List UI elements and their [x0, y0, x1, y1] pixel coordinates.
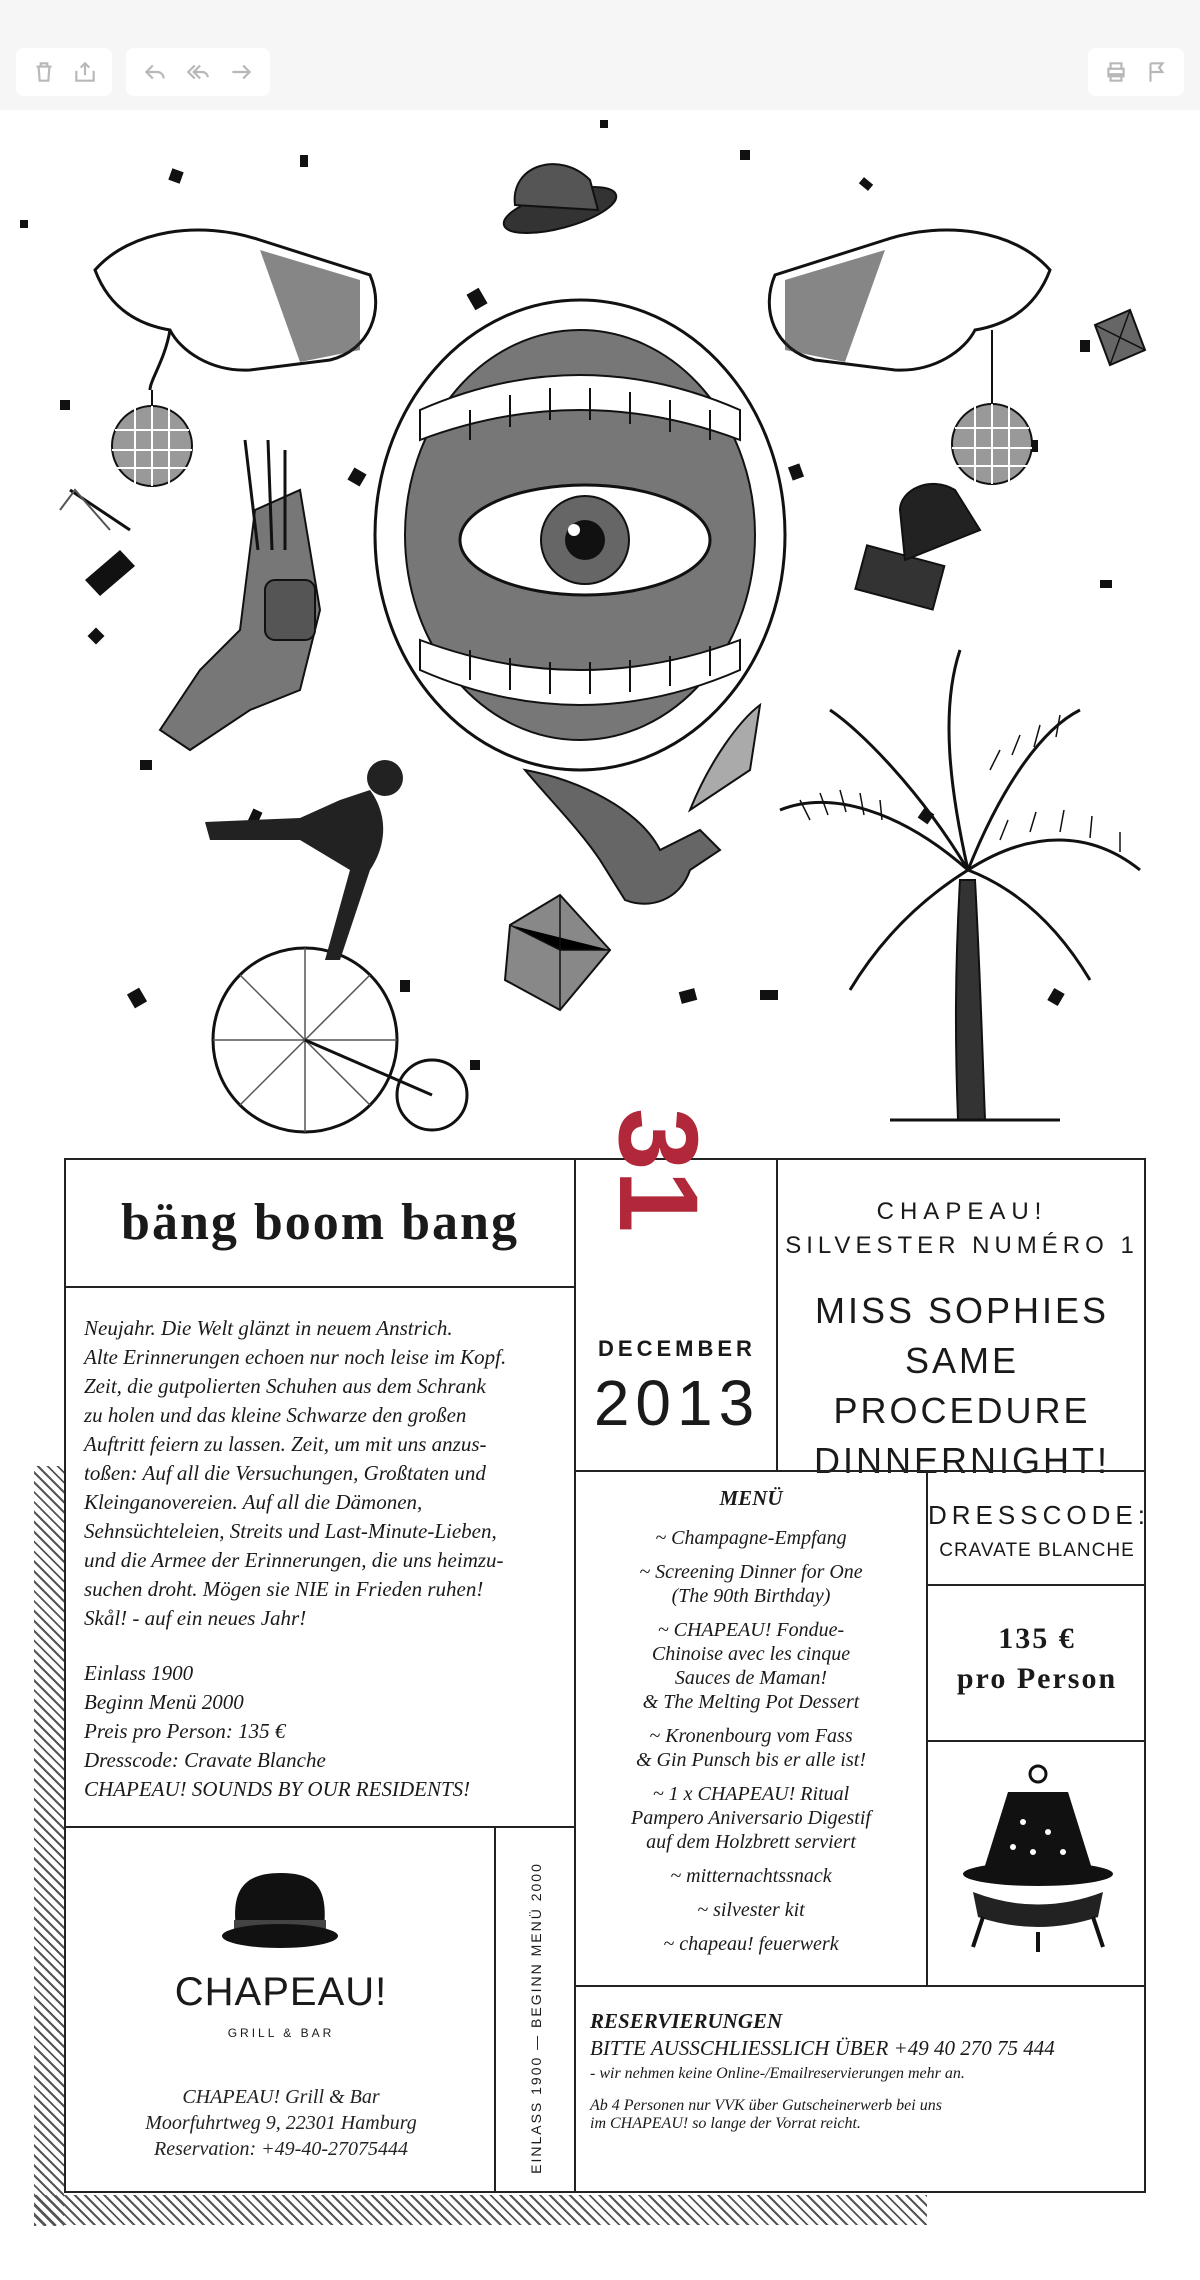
menu-item-line: ~ silvester kit [697, 1899, 805, 1921]
forward-icon[interactable] [227, 55, 256, 89]
menu-item [576, 1560, 926, 1608]
reservation-box [576, 1985, 1146, 2193]
reply-icon[interactable] [140, 55, 169, 89]
toolbar-group-right [1088, 48, 1184, 96]
menu-item-line: ~ Kronenbourg vom Fass [649, 1725, 853, 1747]
menu-item-line: Pampero Aniversario Digestif [631, 1807, 871, 1829]
event-headline-line: DINNERNIGHT! [814, 1440, 1110, 1481]
title-box [66, 1160, 576, 1288]
menu-item-line: Chinoise avec les cinque [651, 1643, 851, 1665]
intro-line: toßen: Auf all die Versuchungen, Großtaten und [84, 1461, 486, 1485]
reservation-note: Ab 4 Personen nur VVK über Gutscheinerwerb bei uns [590, 2097, 942, 2114]
intro-line: Skål! - auf ein neues Jahr! [84, 1606, 307, 1630]
date-day: 31 [596, 1108, 721, 1233]
flag-icon[interactable] [1143, 55, 1170, 89]
intro-detail: Preis pro Person: 135 € [84, 1719, 286, 1743]
flyer-title: bäng boom bang [121, 1194, 519, 1251]
intro-line: Kleinganovereien. Auf all die Dämonen, [84, 1490, 423, 1514]
hand-left-drawing [95, 230, 376, 486]
menu-item [576, 1898, 926, 1922]
address-block [66, 2084, 496, 2162]
event-headline [778, 1286, 1146, 1486]
menu-item [576, 1724, 926, 1772]
print-icon[interactable] [1102, 55, 1129, 89]
revolver-drawing [160, 440, 320, 750]
reservation-note: im CHAPEAU! so lange der Vorrat reicht. [590, 2115, 861, 2132]
mail-toolbar [0, 0, 1200, 110]
menu-box [576, 1470, 928, 1985]
menu-item-line: (The 90th Birthday) [671, 1585, 831, 1607]
menu-item-line: & The Melting Pot Dessert [642, 1691, 860, 1713]
date-month: DECEMBER [598, 1336, 756, 1361]
address-line: Reservation: +49-40-27075444 [153, 2138, 408, 2160]
menu-item-line: Sauces de Maman! [674, 1667, 828, 1689]
mouth-eye-drawing [375, 300, 785, 770]
intro-line: Auftritt feiern zu lassen. Zeit, um mit uns anzus- [84, 1432, 487, 1456]
logo-hat-icon [66, 1858, 496, 1968]
intro-line: Neujahr. Die Welt glänzt in neuem Anstrich. [84, 1316, 453, 1340]
menu-item-line: & Gin Punsch bis er alle ist! [636, 1749, 866, 1771]
dresscode-label: DRESSCODE: [928, 1500, 1150, 1530]
price-amount: 135 € [998, 1622, 1076, 1655]
fondue-image-box [928, 1742, 1146, 1985]
menu-item-line: ~ Champagne-Empfang [655, 1527, 847, 1549]
intro-detail: Einlass 1900 [84, 1661, 194, 1685]
reservation-note: - wir nehmen keine Online-/Emailreservierungen mehr an. [590, 2065, 965, 2082]
logo-name: CHAPEAU! [174, 1970, 388, 2014]
hatch-decoration-left [34, 1466, 64, 2226]
intro-line: zu holen und das kleine Schwarze den großen [84, 1403, 467, 1427]
penny-farthing-drawing [205, 760, 467, 1132]
gem-drawing [505, 895, 610, 1010]
logo-box [66, 1828, 496, 2193]
intro-detail: Beginn Menü 2000 [84, 1690, 244, 1714]
intro-line: suchen droht. Mögen sie NIE in Frieden ruhen! [84, 1577, 484, 1601]
menu-title: MENÜ [719, 1486, 783, 1510]
logo-tagline: GRILL & BAR [227, 2026, 335, 2040]
intro-box [66, 1288, 576, 1828]
menu-item [576, 1526, 926, 1550]
date-year: 2013 [593, 1367, 761, 1439]
menu-item-line: ~ chapeau! feuerwerk [663, 1933, 839, 1955]
intro-spacer [84, 1633, 556, 1659]
event-box [778, 1160, 1146, 1481]
collage-illustration [0, 110, 1200, 1160]
event-line2: SILVESTER NUMÉRO 1 [785, 1232, 1139, 1259]
menu-item-line: ~ 1 x CHAPEAU! Ritual [652, 1783, 850, 1805]
intro-detail: Dresscode: Cravate Blanche [84, 1748, 326, 1772]
palm-tree-drawing [780, 650, 1140, 1120]
dresscode-box [928, 1470, 1150, 1586]
intro-line: Zeit, die gutpolierten Schuhen aus dem Schrank [84, 1374, 486, 1398]
menu-item-line: ~ CHAPEAU! Fondue- [657, 1619, 845, 1641]
menu-item [576, 1932, 926, 1956]
address-line: CHAPEAU! Grill & Bar [182, 2086, 380, 2108]
vertical-text: EINLASS 1900 — BEGINN MENÜ 2000 [528, 1862, 544, 2174]
hatch-decoration-bottom [34, 2195, 927, 2225]
intro-line: Alte Erinnerungen echoen nur noch leise im Kopf. [84, 1345, 507, 1369]
event-headline-line: MISS SOPHIES [814, 1290, 1110, 1331]
vertical-strip [496, 1828, 576, 2193]
menu-item [576, 1782, 926, 1854]
gramophone-drawing [855, 484, 980, 610]
menu-item-line: ~ mitternachtssnack [670, 1865, 832, 1887]
menu-item [576, 1618, 926, 1714]
menu-item [576, 1864, 926, 1888]
fondue-pot-drawing [928, 1742, 1146, 1985]
address-line: Moorfuhrtweg 9, 22301 Hamburg [145, 2112, 417, 2134]
event-flyer [64, 1108, 1150, 2193]
event-headline-line: SAME PROCEDURE [833, 1340, 1091, 1431]
bowler-hat-drawing [499, 164, 620, 242]
hand-right-drawing [769, 230, 1050, 484]
event-line1: CHAPEAU! [876, 1198, 1048, 1225]
intro-line: Sehnsüchteleien, Streits und Last-Minute-Lieben, [84, 1519, 497, 1543]
trash-icon[interactable] [30, 55, 57, 89]
gem-small-drawing [1095, 310, 1145, 365]
intro-line: und die Armee der Erinnerungen, die uns heimzu- [84, 1548, 504, 1572]
dresscode-value: CRAVATE BLANCHE [939, 1540, 1135, 1561]
bottle-drawing [60, 490, 135, 596]
price-box [928, 1586, 1146, 1742]
reply-all-icon[interactable] [183, 55, 212, 89]
menu-item-line: ~ Screening Dinner for One [639, 1561, 863, 1583]
share-icon[interactable] [71, 55, 98, 89]
date-day-graphic [576, 1108, 778, 1338]
date-box [576, 1108, 778, 1470]
toolbar-group-actions [16, 48, 112, 96]
reservation-title: RESERVIERUNGEN [590, 2009, 783, 2033]
intro-detail: CHAPEAU! SOUNDS BY OUR RESIDENTS! [84, 1777, 471, 1801]
reservation-line: BITTE AUSSCHLIESSLICH ÜBER +49 40 270 75 444 [590, 2036, 1055, 2060]
price-unit: pro Person [956, 1662, 1118, 1695]
menu-item-line: auf dem Holzbrett serviert [646, 1831, 856, 1853]
toolbar-group-reply [126, 48, 270, 96]
